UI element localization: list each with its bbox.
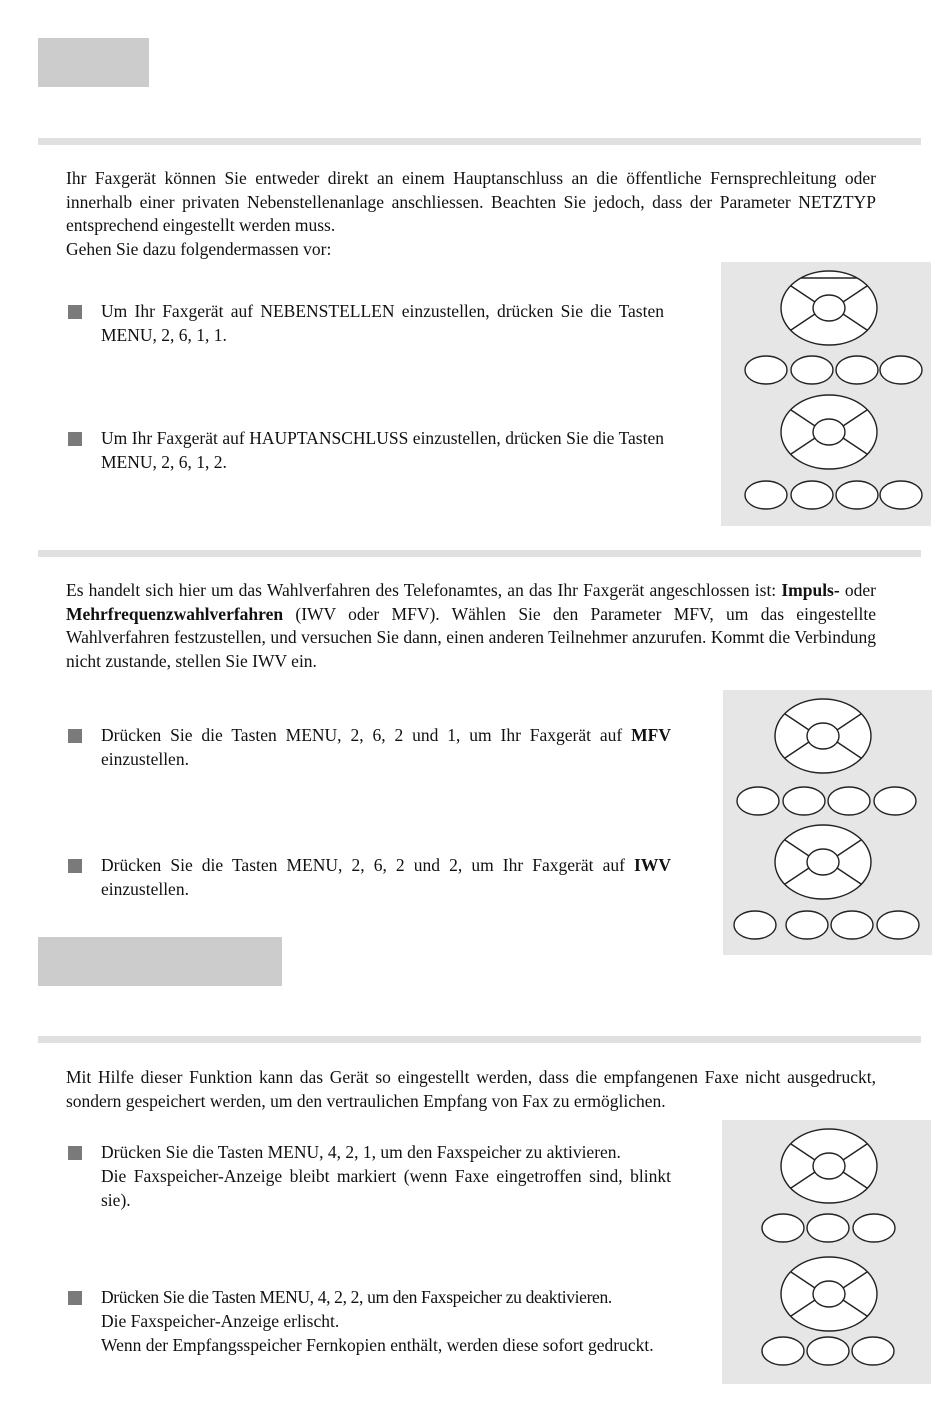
item-text: Um Ihr Faxgerät auf HAUPTANSCHLUSS einzustellen, drücken Sie die Tasten MENU, 2, 6, 1, 2. xyxy=(101,428,664,472)
keypad-illustration-panel xyxy=(721,262,931,526)
square-bullet-icon xyxy=(68,432,82,446)
square-bullet-icon xyxy=(68,305,82,319)
item-text xyxy=(101,1285,671,1357)
text-segment: einzustellen. xyxy=(101,749,189,769)
section-divider xyxy=(38,550,921,557)
faxspeicher-intro xyxy=(66,1066,876,1113)
item-line: Wenn der Empfangsspeicher Fernkopien enthält, werden diese sofort gedruckt. xyxy=(101,1335,654,1355)
wahlverfahren-paragraph xyxy=(66,579,876,673)
section-divider xyxy=(38,138,921,145)
netztyp-intro xyxy=(66,167,876,261)
item-text xyxy=(101,853,671,901)
item-text xyxy=(101,1140,671,1212)
text-segment: oder xyxy=(839,580,876,600)
item-line: Die Faxspeicher-Anzeige erlischt. xyxy=(101,1311,340,1331)
square-bullet-icon xyxy=(68,1291,82,1305)
text-segment: Drücken Sie die Tasten MENU, 2, 6, 2 und 1, um Ihr Faxgerät auf xyxy=(101,725,632,745)
item-text xyxy=(101,723,671,771)
list-item xyxy=(66,853,671,901)
text-segment: einzustellen. xyxy=(101,879,189,899)
item-line: Drücken Sie die Tasten MENU, 4, 2, 1, um den Faxspeicher zu aktivieren. xyxy=(101,1142,621,1162)
item-line: Die Faxspeicher-Anzeige bleibt markiert (wenn Faxe eingetroffen sind, blinkt sie). xyxy=(101,1166,671,1210)
wahlverfahren-intro xyxy=(66,579,876,673)
list-item xyxy=(66,1285,671,1357)
navigation-keypad-icon xyxy=(721,262,931,526)
netztyp-paragraph: Ihr Faxgerät können Sie entweder direkt an einem Hauptanschluss an die öffentliche Fernsprechleitung oder innerhalb einer privaten Nebenstellenanlage anschliessen. Beachten Sie jedoch, dass der Parameter NETZTYP entsprechend eingestellt werden muss. xyxy=(66,168,876,235)
list-item xyxy=(66,299,664,347)
list-item xyxy=(66,723,671,771)
netztyp-instruction: Gehen Sie dazu folgendermassen vor: xyxy=(66,238,332,259)
section-header-box xyxy=(38,38,149,87)
item-line: Drücken Sie die Tasten MENU, 4, 2, 2, um den Faxspeicher zu deaktivieren. xyxy=(101,1287,612,1307)
text-segment: Es handelt sich hier um das Wahlverfahren des Telefonamtes, an das Ihr Faxgerät angeschlossen ist: xyxy=(66,580,782,600)
text-segment: Drücken Sie die Tasten MENU, 2, 6, 2 und 2, um Ihr Faxgerät auf xyxy=(101,855,635,875)
text-segment: (IWV oder MFV). Wählen Sie den Parameter MFV, um das eingestellte Wahlverfahren festzustellen, und versuchen Sie dann, einen anderen Teilnehmer anzurufen. Kommt die Verbindung nicht zustande, stellen Sie IWV ein. xyxy=(66,603,876,671)
list-item xyxy=(66,1140,671,1212)
square-bullet-icon xyxy=(68,859,82,873)
section-header-box xyxy=(38,937,282,986)
keypad-illustration-panel xyxy=(722,1120,931,1384)
list-item xyxy=(66,426,664,474)
keypad-illustration-panel xyxy=(723,690,932,955)
faxspeicher-paragraph: Mit Hilfe dieser Funktion kann das Gerät so eingestellt werden, dass die empfangenen Faxe nicht ausgedruckt, sondern gespeichert werden, um den vertraulichen Empfang von Fax zu ermöglichen. xyxy=(66,1067,876,1111)
bold-term: MFV xyxy=(631,725,671,745)
navigation-keypad-icon xyxy=(722,1120,931,1384)
bold-term: IWV xyxy=(634,855,671,875)
section-divider xyxy=(38,1036,921,1043)
square-bullet-icon xyxy=(68,729,82,743)
item-text: Um Ihr Faxgerät auf NEBENSTELLEN einzustellen, drücken Sie die Tasten MENU, 2, 6, 1, 1. xyxy=(101,301,664,345)
bold-term: Impuls- xyxy=(781,580,840,600)
navigation-keypad-icon xyxy=(723,690,932,955)
bold-term: Mehrfrequenzwahlverfahren xyxy=(66,603,284,624)
square-bullet-icon xyxy=(68,1146,82,1160)
